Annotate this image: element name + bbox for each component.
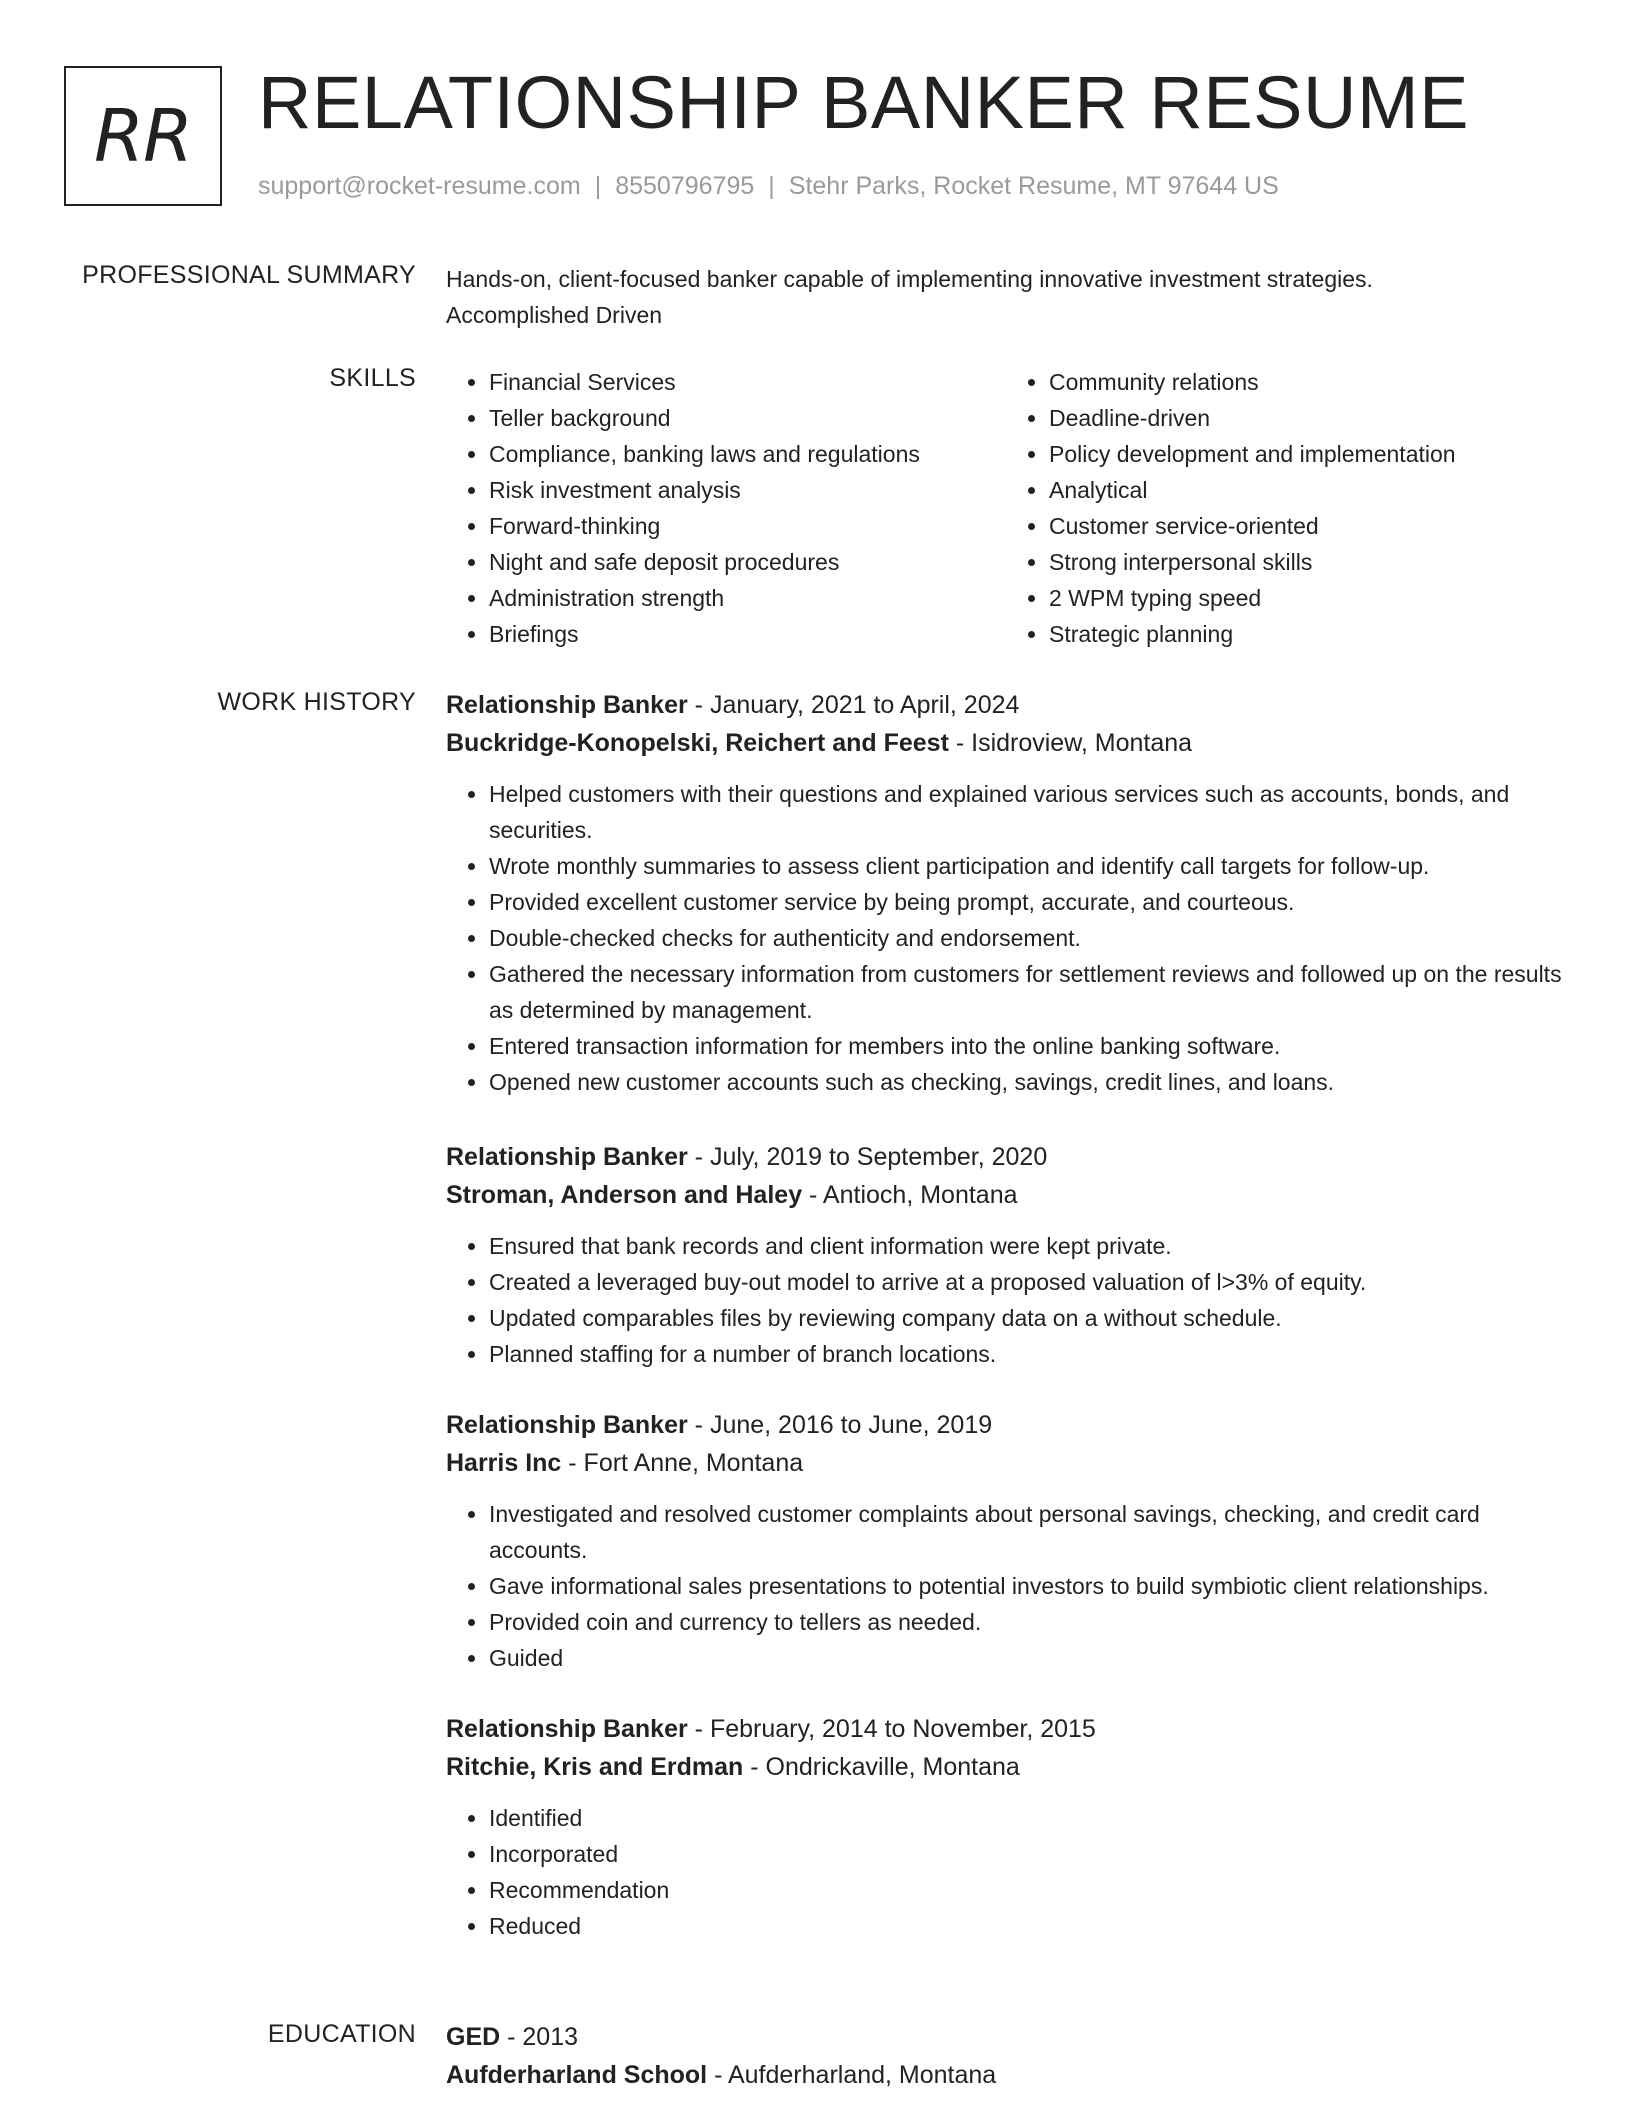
job-duty: • Double-checked checks for authenticity and endorsement. <box>489 920 1566 956</box>
job-dates: - February, 2014 to November, 2015 <box>687 1715 1096 1743</box>
summary-heading: PROFESSIONAL SUMMARY <box>82 261 416 289</box>
job-duty: • Planned staffing for a number of branch locations. <box>489 1336 1566 1372</box>
job-duty: • Helped customers with their questions and explained various services such as accounts, bonds, and securities. <box>489 776 1566 848</box>
skills-list-left <box>446 364 1006 652</box>
education-body <box>446 2018 1566 2094</box>
resume-header <box>64 61 1572 211</box>
job-duty: • Guided <box>489 1640 1566 1676</box>
work-history-body <box>446 686 1566 1944</box>
job-dates: - July, 2019 to September, 2020 <box>687 1143 1048 1171</box>
job-duty: • Gave informational sales presentations to potential investors to build symbiotic client relationships. <box>489 1568 1566 1604</box>
skill-item: • Strategic planning <box>1049 616 1566 652</box>
education-degree-line <box>446 2018 1566 2056</box>
contact-line <box>258 172 1279 201</box>
job-title-line <box>446 686 1566 724</box>
job-company-line <box>446 1444 1566 1482</box>
education-school: Aufderharland School <box>446 2061 708 2089</box>
job-title: Relationship Banker <box>446 691 688 719</box>
page-title: RELATIONSHIP BANKER RESUME <box>258 61 1469 144</box>
job-duty: • Entered transaction information for members into the online banking software. <box>489 1028 1566 1064</box>
job-duties <box>446 1800 1566 1944</box>
job-duty: • Provided coin and currency to tellers as needed. <box>489 1604 1566 1640</box>
job-duties <box>446 1228 1566 1372</box>
job-title-line <box>446 1138 1566 1176</box>
education-degree: GED <box>446 2023 501 2051</box>
work-history-heading: WORK HISTORY <box>217 688 416 716</box>
job-entry <box>446 1710 1566 1944</box>
skill-item: • Analytical <box>1049 472 1566 508</box>
contact-separator: | <box>594 172 602 200</box>
job-title-line <box>446 1406 1566 1444</box>
contact-separator: | <box>768 172 775 200</box>
skill-item: • Night and safe deposit procedures <box>489 544 1006 580</box>
job-duty: • Identified <box>489 1800 1566 1836</box>
job-duty: • Reduced <box>489 1908 1566 1944</box>
job-duty: • Incorporated <box>489 1836 1566 1872</box>
job-company-line <box>446 1748 1566 1786</box>
skill-item: • Customer service-oriented <box>1049 508 1566 544</box>
summary-text <box>446 261 1566 333</box>
job-title: Relationship Banker <box>446 1411 688 1439</box>
skill-item: • Briefings <box>489 616 1006 652</box>
job-entry <box>446 1138 1566 1372</box>
job-duty: • Gathered the necessary information from customers for settlement reviews and followed up on the results as determined by management. <box>489 956 1566 1028</box>
summary-line: Hands-on, client-focused banker capable of implementing innovative investment strategies. <box>446 266 1373 292</box>
job-location: - Antioch, Montana <box>802 1181 1018 1209</box>
job-location: - Isidroview, Montana <box>948 729 1193 757</box>
summary-line: Accomplished Driven <box>446 302 663 328</box>
skill-item: • Compliance, banking laws and regulations <box>489 436 1006 472</box>
job-title: Relationship Banker <box>446 1715 688 1743</box>
skills-heading: SKILLS <box>329 364 416 392</box>
education-year: - 2013 <box>500 2023 579 2051</box>
job-duty: • Recommendation <box>489 1872 1566 1908</box>
skill-item: • Strong interpersonal skills <box>1049 544 1566 580</box>
job-entry <box>446 686 1566 1100</box>
job-duty: • Ensured that bank records and client information were kept private. <box>489 1228 1566 1264</box>
monogram-initials: RR <box>93 94 193 178</box>
job-company-line <box>446 724 1566 762</box>
skill-item: • Risk investment analysis <box>489 472 1006 508</box>
skill-item: • Administration strength <box>489 580 1006 616</box>
contact-phone: 8550796795 <box>615 172 755 200</box>
job-title-line <box>446 1710 1566 1748</box>
job-duty: • Opened new customer accounts such as checking, savings, credit lines, and loans. <box>489 1064 1566 1100</box>
contact-email: support@rocket-resume.com <box>258 172 581 200</box>
skill-item: • Policy development and implementation <box>1049 436 1566 472</box>
skill-item: • 2 WPM typing speed <box>1049 580 1566 616</box>
job-company-line <box>446 1176 1566 1214</box>
skills-list-right <box>1006 364 1566 652</box>
job-company: Stroman, Anderson and Haley <box>446 1181 803 1209</box>
job-location: - Ondrickaville, Montana <box>743 1753 1020 1781</box>
job-entry <box>446 1406 1566 1676</box>
skills-columns <box>446 364 1566 652</box>
education-heading: EDUCATION <box>267 2020 416 2048</box>
job-duty: • Updated comparables files by reviewing company data on a without schedule. <box>489 1300 1566 1336</box>
job-duty: • Investigated and resolved customer complaints about personal savings, checking, and credit card accounts. <box>489 1496 1566 1568</box>
monogram-box <box>64 66 222 206</box>
skill-item: • Financial Services <box>489 364 1006 400</box>
job-duties <box>446 776 1566 1100</box>
job-dates: - June, 2016 to June, 2019 <box>687 1411 993 1439</box>
job-duty: • Created a leveraged buy-out model to arrive at a proposed valuation of l>3% of equity. <box>489 1264 1566 1300</box>
skill-item: • Deadline-driven <box>1049 400 1566 436</box>
job-dates: - January, 2021 to April, 2024 <box>687 691 1020 719</box>
education-school-line <box>446 2056 1566 2094</box>
job-location: - Fort Anne, Montana <box>561 1449 804 1477</box>
job-company: Buckridge-Konopelski, Reichert and Feest <box>446 729 949 757</box>
job-duty: • Provided excellent customer service by being prompt, accurate, and courteous. <box>489 884 1566 920</box>
contact-address: Stehr Parks, Rocket Resume, MT 97644 US <box>788 172 1279 200</box>
job-company: Ritchie, Kris and Erdman <box>446 1753 744 1781</box>
job-company: Harris Inc <box>446 1449 562 1477</box>
skill-item: • Community relations <box>1049 364 1566 400</box>
job-title: Relationship Banker <box>446 1143 688 1171</box>
education-location: - Aufderharland, Montana <box>707 2061 997 2089</box>
job-duties <box>446 1496 1566 1676</box>
job-duty: • Wrote monthly summaries to assess client participation and identify call targets for follow-up. <box>489 848 1566 884</box>
skill-item: • Teller background <box>489 400 1006 436</box>
skill-item: • Forward-thinking <box>489 508 1006 544</box>
